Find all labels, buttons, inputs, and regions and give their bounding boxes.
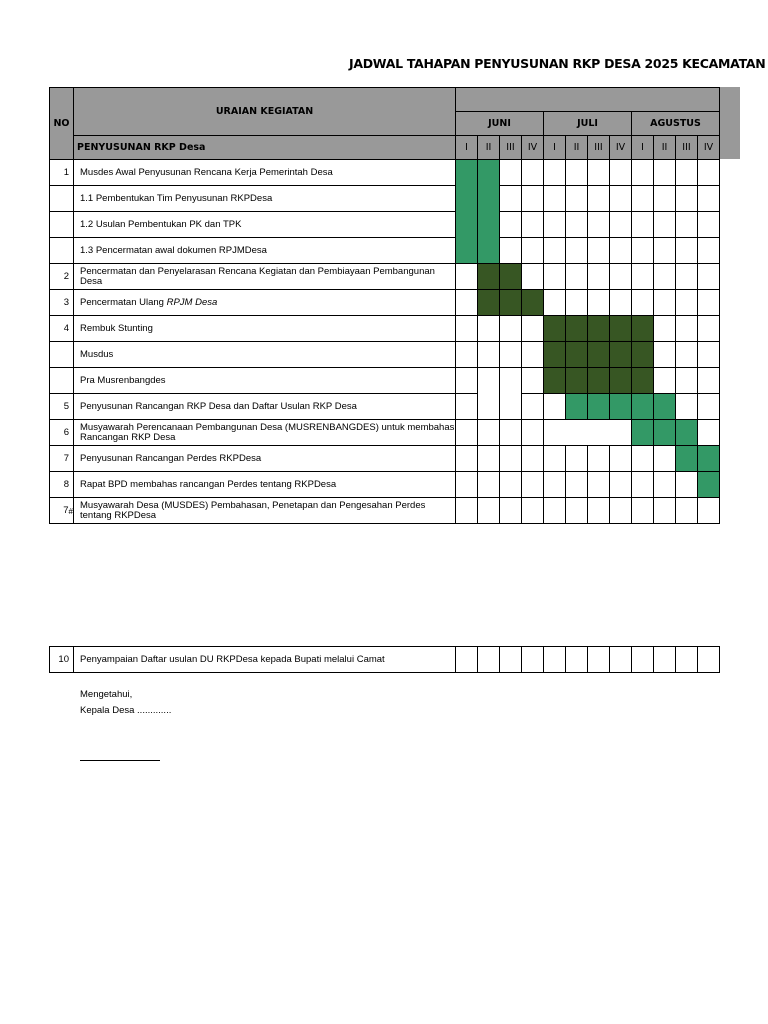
- gantt-cell: [632, 290, 654, 316]
- gantt-cell: [544, 238, 566, 264]
- gantt-cell: [456, 446, 478, 472]
- activity-text: Penyusunan Rancangan RKP Desa dan Daftar Usulan RKP Desa: [74, 394, 456, 420]
- gantt-cell: [698, 342, 720, 368]
- gantt-cell: [654, 342, 676, 368]
- header-extension: [718, 87, 740, 159]
- gantt-cell-active: [632, 368, 654, 394]
- gantt-cell: [588, 647, 610, 673]
- gantt-cell: [478, 342, 500, 368]
- gantt-cell: [522, 160, 544, 186]
- gantt-cell: [676, 238, 698, 264]
- gantt-cell: [456, 420, 478, 446]
- gantt-cell-active: [566, 368, 588, 394]
- gantt-cell: [610, 186, 632, 212]
- schedule-table: [49, 87, 720, 524]
- gantt-cell-active: [588, 316, 610, 342]
- week-header: IV: [522, 136, 544, 160]
- table-row: [50, 498, 720, 524]
- gantt-cell: [500, 498, 522, 524]
- gantt-cell-active: [478, 186, 500, 212]
- gantt-cell: [632, 160, 654, 186]
- gantt-cell: [610, 446, 632, 472]
- gantt-cell-active: [456, 160, 478, 186]
- activity-text: Rapat BPD membahas rancangan Perdes tentang RKPDesa: [74, 472, 456, 498]
- gantt-cell: [632, 498, 654, 524]
- row-number: 10: [50, 647, 74, 673]
- gantt-cell: [566, 186, 588, 212]
- gantt-cell: [676, 368, 698, 394]
- gantt-cell-active: [478, 264, 500, 290]
- row-number: 1: [50, 160, 74, 186]
- gantt-cell: [500, 316, 522, 342]
- gantt-cell: [698, 394, 720, 420]
- gantt-cell: [522, 647, 544, 673]
- gantt-cell: [610, 264, 632, 290]
- document-title: JADWAL TAHAPAN PENYUSUNAN RKP DESA 2025 KECAMATAN: [349, 56, 766, 71]
- table-row: [50, 212, 720, 238]
- gantt-cell-active: [456, 238, 478, 264]
- gantt-cell: [478, 472, 500, 498]
- row-number: 6: [50, 420, 74, 446]
- week-header: I: [456, 136, 478, 160]
- gantt-cell: [522, 238, 544, 264]
- gantt-cell: [698, 290, 720, 316]
- activity-text: Musyawarah Desa (MUSDES) Pembahasan, Penetapan dan Pengesahan Perdes tentang RKPDesa: [74, 498, 456, 524]
- gantt-cell: [588, 446, 610, 472]
- gantt-cell-active: [478, 290, 500, 316]
- gantt-cell: [610, 290, 632, 316]
- gantt-cell-active: [544, 368, 566, 394]
- gantt-cell: [698, 212, 720, 238]
- gantt-cell: [478, 368, 500, 394]
- activity-text: Penyusunan Rancangan Perdes RKPDesa: [74, 446, 456, 472]
- gantt-cell: [478, 647, 500, 673]
- table-row: [50, 186, 720, 212]
- week-header: IV: [698, 136, 720, 160]
- row-number: [50, 212, 74, 238]
- header-no: NO: [50, 88, 74, 160]
- footer-kepala-desa: Kepala Desa .............: [80, 705, 172, 716]
- activity-text: Musdus: [74, 342, 456, 368]
- activity-text: Penyampaian Daftar usulan DU RKPDesa kepada Bupati melalui Camat: [74, 647, 456, 673]
- gantt-cell: [500, 212, 522, 238]
- gantt-cell: [566, 446, 588, 472]
- gantt-cell: [522, 342, 544, 368]
- gantt-cell: [632, 212, 654, 238]
- gantt-cell: [566, 498, 588, 524]
- gantt-cell: [522, 446, 544, 472]
- gantt-cell: [632, 186, 654, 212]
- gantt-cell: [456, 368, 478, 394]
- gantt-cell: [478, 394, 500, 420]
- table-row: [50, 160, 720, 186]
- row-number: [50, 342, 74, 368]
- gantt-cell: [654, 472, 676, 498]
- gantt-cell-active: [456, 212, 478, 238]
- gantt-cell-active: [588, 368, 610, 394]
- gantt-cell: [610, 647, 632, 673]
- gantt-cell: [500, 394, 522, 420]
- row-number-value: 7: [63, 505, 69, 516]
- gantt-cell: [478, 498, 500, 524]
- activity-text-plain: Pencermatan Ulang: [80, 296, 167, 308]
- gantt-cell: [478, 316, 500, 342]
- gantt-cell: [566, 264, 588, 290]
- activity-text: Musdes Awal Penyusunan Rencana Kerja Pemerintah Desa: [74, 160, 456, 186]
- gantt-cell-active: [544, 316, 566, 342]
- gantt-cell-active: [698, 446, 720, 472]
- gantt-cell: [500, 420, 522, 446]
- month-juni: JUNI: [456, 112, 544, 136]
- gantt-cell-active: [478, 160, 500, 186]
- gantt-cell-active: [610, 316, 632, 342]
- row-number: [50, 186, 74, 212]
- gantt-cell-active: [588, 394, 610, 420]
- gantt-cell: [698, 316, 720, 342]
- gantt-cell: [610, 420, 632, 446]
- gantt-cell-active: [632, 420, 654, 446]
- gantt-cell-active: [632, 394, 654, 420]
- week-header: III: [588, 136, 610, 160]
- gantt-cell: [610, 472, 632, 498]
- gantt-cell: [654, 264, 676, 290]
- activity-text: 1.1 Pembentukan Tim Penyusunan RKPDesa: [74, 186, 456, 212]
- gantt-cell: [676, 498, 698, 524]
- gantt-cell: [544, 290, 566, 316]
- gantt-cell: [456, 316, 478, 342]
- gantt-cell: [544, 446, 566, 472]
- gantt-cell-active: [544, 342, 566, 368]
- gantt-cell: [632, 472, 654, 498]
- gantt-cell: [522, 316, 544, 342]
- gantt-cell: [500, 238, 522, 264]
- gantt-cell: [522, 264, 544, 290]
- month-agustus: AGUSTUS: [632, 112, 720, 136]
- row-number: [50, 238, 74, 264]
- gantt-cell-active: [566, 394, 588, 420]
- month-juli: JULI: [544, 112, 632, 136]
- row-number: 7: [50, 446, 74, 472]
- week-header: III: [500, 136, 522, 160]
- gantt-cell: [654, 368, 676, 394]
- week-header: II: [654, 136, 676, 160]
- gantt-cell: [610, 238, 632, 264]
- gantt-cell: [632, 647, 654, 673]
- gantt-cell: [654, 238, 676, 264]
- gantt-cell-active: [654, 420, 676, 446]
- gantt-cell: [456, 498, 478, 524]
- row-number: 3: [50, 290, 74, 316]
- activity-text: 1.3 Pencermatan awal dokumen RPJMDesa: [74, 238, 456, 264]
- gantt-cell: [500, 368, 522, 394]
- table-row: [50, 316, 720, 342]
- gantt-cell: [500, 472, 522, 498]
- gantt-cell: [676, 472, 698, 498]
- gantt-cell: [676, 647, 698, 673]
- table-row: [50, 264, 720, 290]
- gantt-cell: [544, 498, 566, 524]
- gantt-cell: [676, 394, 698, 420]
- gantt-cell: [478, 446, 500, 472]
- gantt-cell: [588, 420, 610, 446]
- gantt-cell-active: [566, 316, 588, 342]
- gantt-cell: [654, 316, 676, 342]
- gantt-cell: [522, 420, 544, 446]
- gantt-cell-active: [478, 212, 500, 238]
- gantt-cell: [698, 647, 720, 673]
- table-row: [50, 238, 720, 264]
- gantt-cell: [588, 498, 610, 524]
- gantt-cell: [676, 316, 698, 342]
- gantt-cell-active: [610, 368, 632, 394]
- gantt-cell-active: [500, 290, 522, 316]
- gantt-cell: [610, 498, 632, 524]
- gantt-cell: [632, 238, 654, 264]
- gantt-cell: [544, 394, 566, 420]
- week-header: I: [632, 136, 654, 160]
- gantt-cell: [566, 290, 588, 316]
- row-number: 2: [50, 264, 74, 290]
- gantt-cell: [544, 264, 566, 290]
- row-number: [50, 368, 74, 394]
- signature-line: [80, 760, 160, 761]
- gantt-cell-active: [610, 342, 632, 368]
- gantt-cell-active: [588, 342, 610, 368]
- table-row: [50, 446, 720, 472]
- row-number: 5: [50, 394, 74, 420]
- gantt-cell: [544, 420, 566, 446]
- week-header: II: [566, 136, 588, 160]
- gantt-cell: [676, 290, 698, 316]
- gantt-cell: [544, 160, 566, 186]
- gantt-cell: [654, 186, 676, 212]
- activity-text: 1.2 Usulan Pembentukan PK dan TPK: [74, 212, 456, 238]
- activity-text: Rembuk Stunting: [74, 316, 456, 342]
- footer-mengetahui: Mengetahui,: [80, 689, 133, 700]
- week-header: IV: [610, 136, 632, 160]
- gantt-cell: [654, 212, 676, 238]
- gantt-cell: [500, 647, 522, 673]
- gantt-cell: [610, 160, 632, 186]
- gantt-cell: [654, 498, 676, 524]
- gantt-cell: [456, 342, 478, 368]
- gantt-cell: [698, 420, 720, 446]
- activity-text-italic: RPJM Desa: [166, 296, 218, 308]
- gantt-cell: [522, 368, 544, 394]
- table-row: [50, 420, 720, 446]
- gantt-cell: [698, 238, 720, 264]
- gantt-cell: [456, 472, 478, 498]
- gantt-cell-active: [566, 342, 588, 368]
- gantt-cell: [676, 212, 698, 238]
- gantt-cell: [676, 342, 698, 368]
- gantt-cell: [610, 212, 632, 238]
- schedule-table-row10: [49, 646, 720, 673]
- gantt-cell: [566, 420, 588, 446]
- row-number: 4: [50, 316, 74, 342]
- gantt-cell-active: [698, 472, 720, 498]
- gantt-cell: [698, 160, 720, 186]
- gantt-cell: [654, 647, 676, 673]
- error-marker: #: [68, 507, 73, 516]
- gantt-cell-active: [632, 316, 654, 342]
- gantt-cell: [632, 446, 654, 472]
- gantt-cell: [544, 647, 566, 673]
- activity-text: [74, 290, 456, 316]
- gantt-cell: [500, 342, 522, 368]
- table-row: [50, 342, 720, 368]
- row-number: [50, 498, 74, 524]
- gantt-cell: [522, 212, 544, 238]
- gantt-cell: [676, 264, 698, 290]
- gantt-cell-active: [676, 420, 698, 446]
- gantt-cell: [566, 472, 588, 498]
- table-row: [50, 394, 720, 420]
- gantt-cell: [522, 394, 544, 420]
- gantt-cell-active: [654, 394, 676, 420]
- gantt-cell: [654, 290, 676, 316]
- gantt-cell: [588, 264, 610, 290]
- gantt-cell: [654, 160, 676, 186]
- gantt-cell: [456, 394, 478, 420]
- gantt-cell: [566, 238, 588, 264]
- gantt-cell-active: [478, 238, 500, 264]
- gantt-cell: [500, 446, 522, 472]
- table-row: [50, 647, 720, 673]
- week-header: II: [478, 136, 500, 160]
- gantt-cell: [544, 186, 566, 212]
- gantt-cell: [456, 290, 478, 316]
- gantt-cell: [588, 186, 610, 212]
- gantt-cell: [588, 212, 610, 238]
- gantt-cell: [588, 472, 610, 498]
- activity-text: Musyawarah Perencanaan Pembangunan Desa (MUSRENBANGDES) untuk membahas Rancangan RKP Desa: [74, 420, 456, 446]
- gantt-cell: [676, 160, 698, 186]
- gantt-cell: [698, 186, 720, 212]
- week-header: III: [676, 136, 698, 160]
- activity-text: Pra Musrenbangdes: [74, 368, 456, 394]
- week-header: I: [544, 136, 566, 160]
- table-row: [50, 368, 720, 394]
- gantt-cell: [566, 160, 588, 186]
- gantt-cell: [522, 498, 544, 524]
- gantt-cell: [588, 290, 610, 316]
- table-row: [50, 472, 720, 498]
- gantt-cell: [500, 160, 522, 186]
- gantt-cell: [588, 160, 610, 186]
- gantt-cell: [654, 446, 676, 472]
- gantt-cell: [566, 647, 588, 673]
- gantt-cell-active: [610, 394, 632, 420]
- gantt-cell: [456, 264, 478, 290]
- gantt-cell: [632, 264, 654, 290]
- activity-text: Pencermatan dan Penyelarasan Rencana Kegiatan dan Pembiayaan Pembangunan Desa: [74, 264, 456, 290]
- gantt-cell: [500, 186, 522, 212]
- table-row: [50, 290, 720, 316]
- header-subheading: PENYUSUNAN RKP Desa: [74, 136, 456, 160]
- gantt-cell: [478, 420, 500, 446]
- header-period-band: [456, 88, 720, 112]
- gantt-cell: [676, 186, 698, 212]
- gantt-cell: [522, 472, 544, 498]
- gantt-cell: [588, 238, 610, 264]
- gantt-cell: [544, 212, 566, 238]
- gantt-cell: [522, 186, 544, 212]
- gantt-cell-active: [632, 342, 654, 368]
- gantt-cell: [456, 647, 478, 673]
- gantt-cell-active: [500, 264, 522, 290]
- gantt-cell: [698, 368, 720, 394]
- gantt-cell: [566, 212, 588, 238]
- gantt-cell-active: [676, 446, 698, 472]
- header-uraian: URAIAN KEGIATAN: [74, 88, 456, 136]
- gantt-cell-active: [456, 186, 478, 212]
- gantt-cell: [698, 264, 720, 290]
- row-number: 8: [50, 472, 74, 498]
- gantt-cell-active: [522, 290, 544, 316]
- gantt-cell: [544, 472, 566, 498]
- gantt-cell: [698, 498, 720, 524]
